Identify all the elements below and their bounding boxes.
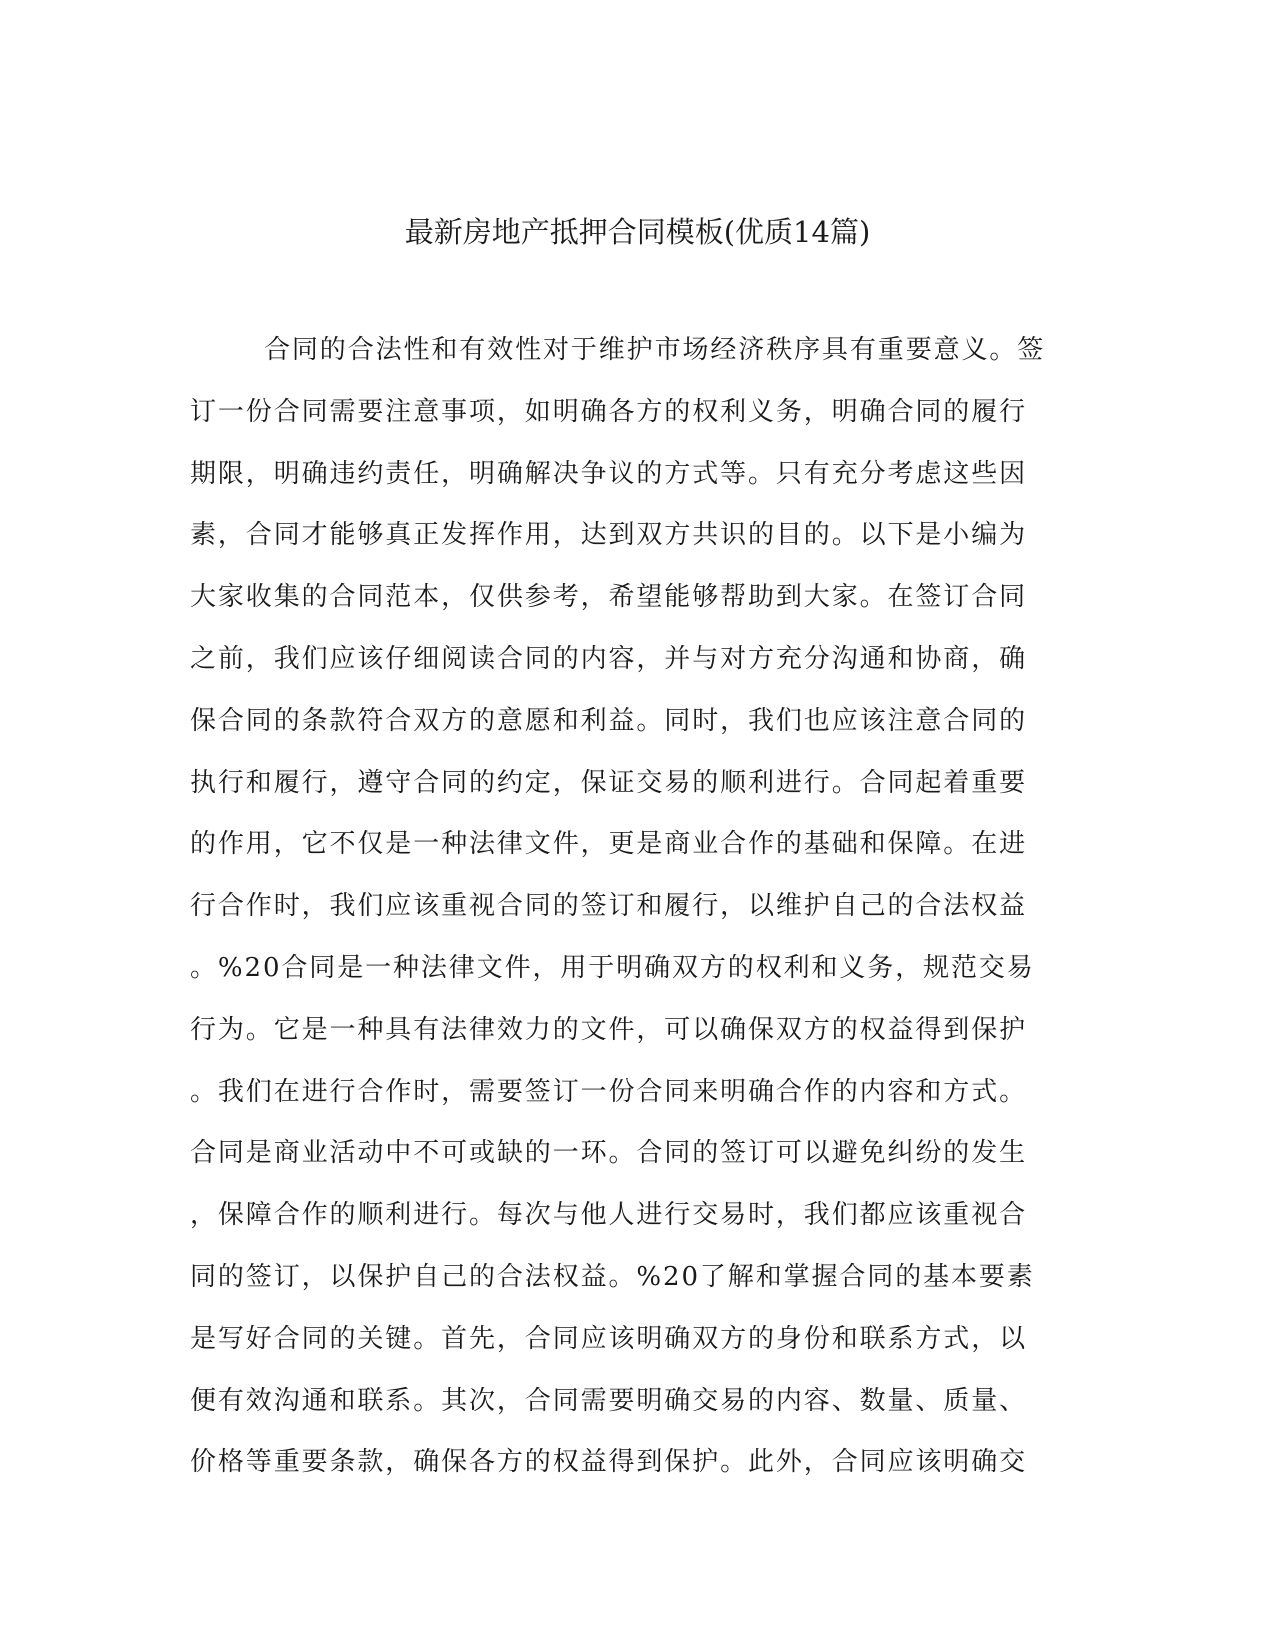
body-line: ，保障合作的顺利进行。每次与他人进行交易时，我们都应该重视合 xyxy=(190,1200,1028,1231)
body-line: 同的签订，以保护自己的合法权益。%20了解和掌握合同的基本要素 xyxy=(190,1261,1035,1292)
body-line: 。我们在进行合作时，需要签订一份合同来明确合作的内容和方式。 xyxy=(190,1076,1028,1107)
body-line: 合同的合法性和有效性对于维护市场经济秩序具有重要意义。签 xyxy=(264,335,1046,365)
document-title: 最新房地产抵押合同模板(优质14篇) xyxy=(404,215,871,249)
body-line: 订一份合同需要注意事项，如明确各方的权利义务，明确合同的履行 xyxy=(190,396,1028,427)
body-line: 执行和履行，遵守合同的约定，保证交易的顺利进行。合同起着重要 xyxy=(190,767,1028,798)
body-line: 便有效沟通和联系。其次，合同需要明确交易的内容、数量、质量、 xyxy=(190,1385,1028,1416)
document-body xyxy=(190,330,1090,1504)
body-line: 期限，明确违约责任，明确解决争议的方式等。只有充分考虑这些因 xyxy=(190,458,1028,489)
body-line: 价格等重要条款，确保各方的权益得到保护。此外，合同应该明确交 xyxy=(190,1447,1028,1478)
body-line: 行为。它是一种具有法律效力的文件，可以确保双方的权益得到保护 xyxy=(190,1014,1028,1045)
body-line: 。%20合同是一种法律文件，用于明确双方的权利和义务，规范交易 xyxy=(190,952,1035,983)
body-line: 的作用，它不仅是一种法律文件，更是商业合作的基础和保障。在进 xyxy=(190,829,1028,860)
body-line: 大家收集的合同范本，仅供参考，希望能够帮助到大家。在签订合同 xyxy=(190,582,1028,613)
body-line: 合同是商业活动中不可或缺的一环。合同的签订可以避免纠纷的发生 xyxy=(190,1138,1028,1169)
body-line: 行合作时，我们应该重视合同的签订和履行，以维护自己的合法权益 xyxy=(190,891,1028,922)
body-line: 素，合同才能够真正发挥作用，达到双方共识的目的。以下是小编为 xyxy=(190,520,1028,551)
body-line: 之前，我们应该仔细阅读合同的内容，并与对方充分沟通和协商，确 xyxy=(190,643,1028,674)
body-line: 是写好合同的关键。首先，合同应该明确双方的身份和联系方式，以 xyxy=(190,1323,1028,1354)
body-line: 保合同的条款符合双方的意愿和利益。同时，我们也应该注意合同的 xyxy=(190,705,1028,736)
